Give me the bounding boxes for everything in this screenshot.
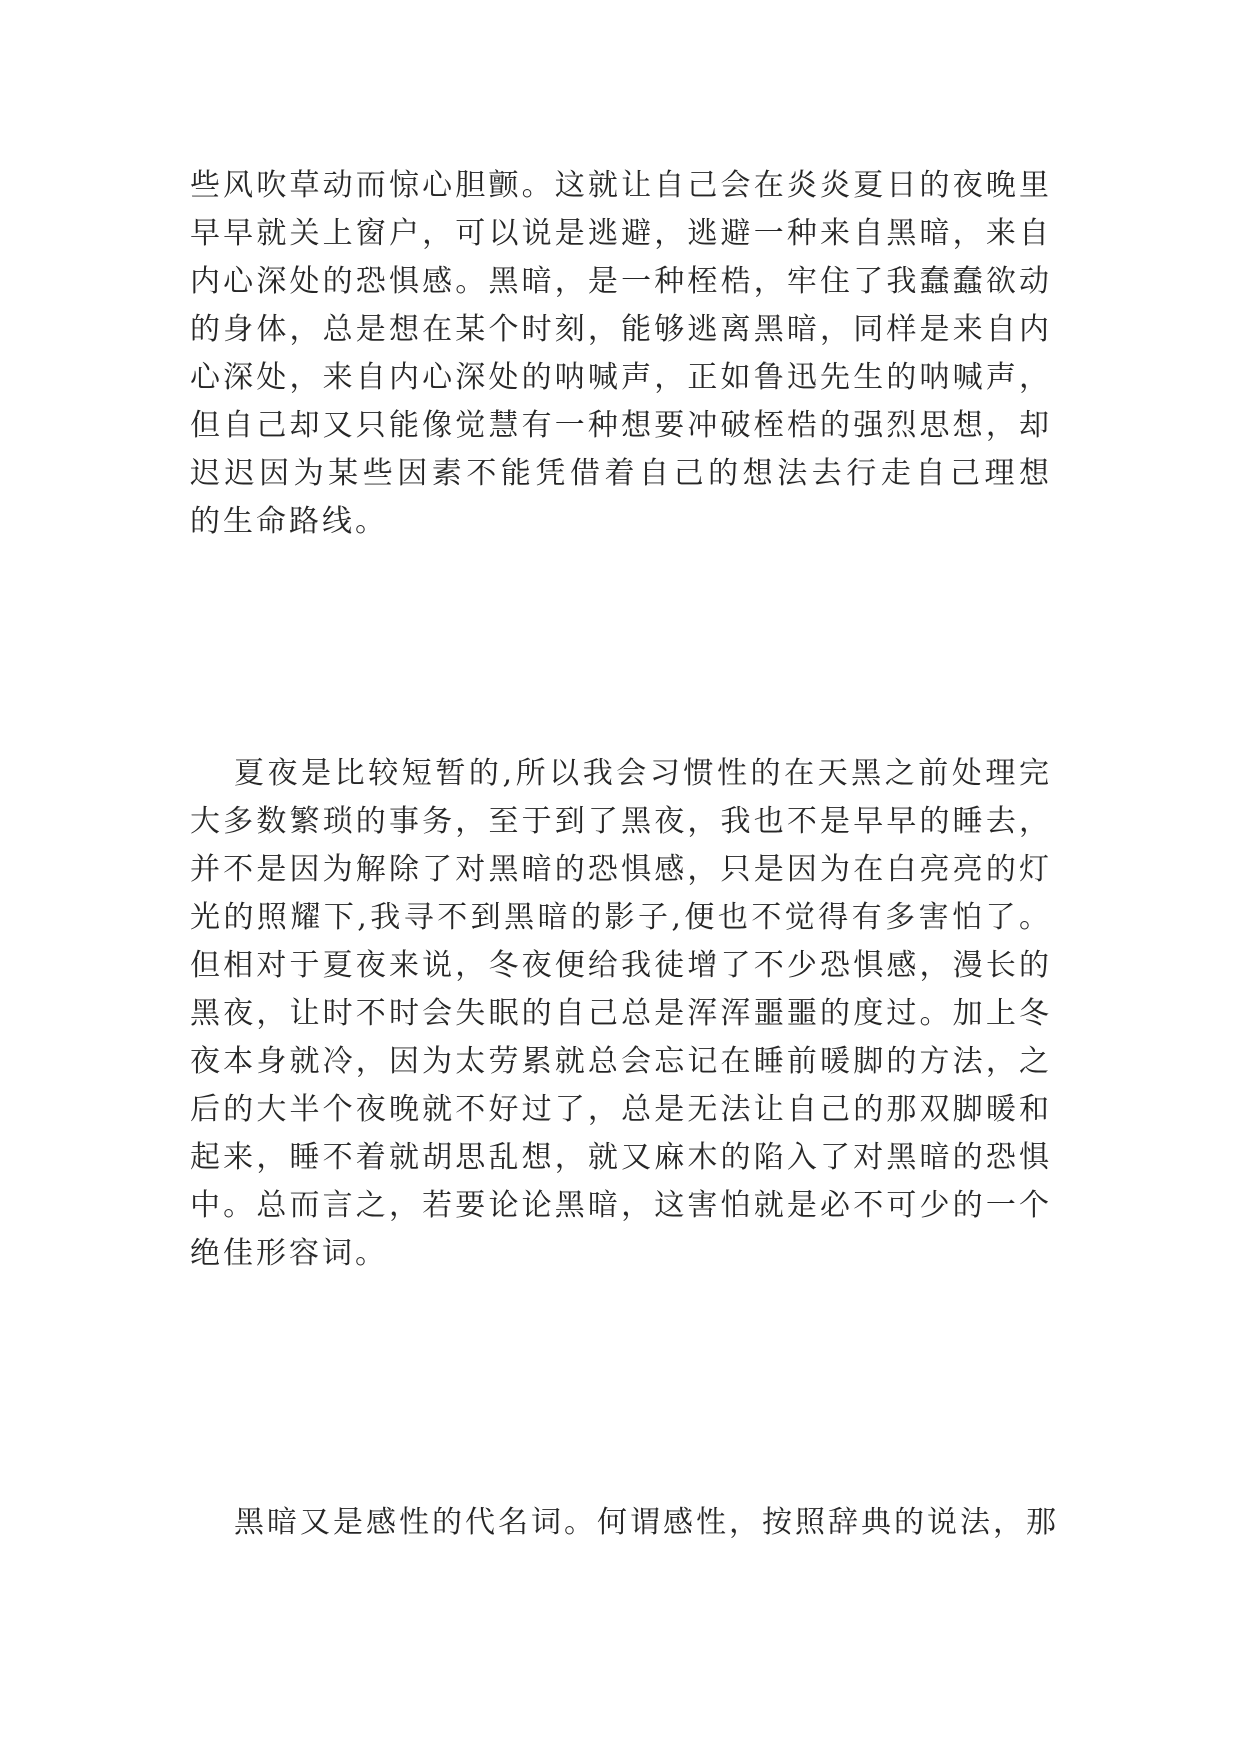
text-line: 心深处，来自内心深处的呐喊声，正如鲁迅先生的呐喊声，	[190, 360, 1052, 395]
text-line: 并不是因为解除了对黑暗的恐惧感，只是因为在白亮亮的灯	[190, 852, 1052, 887]
text-line: 的生命路线。	[190, 504, 388, 539]
paragraph-3	[190, 1499, 1059, 1547]
text-line: 夏夜是比较短暂的,所以我会习惯性的在天黑之前处理完	[234, 756, 1052, 791]
text-line: 起来，睡不着就胡思乱想，就又麻木的陷入了对黑暗的恐惧	[190, 1140, 1052, 1175]
text-line: 但自己却又只能像觉慧有一种想要冲破桎梏的强烈思想，却	[190, 408, 1052, 443]
text-line: 些风吹草动而惊心胆颤。这就让自己会在炎炎夏日的夜晚里	[190, 168, 1052, 203]
text-line: 早早就关上窗户，可以说是逃避，逃避一种来自黑暗，来自	[190, 216, 1052, 251]
paragraph-1	[190, 162, 1052, 546]
text-line: 光的照耀下,我寻不到黑暗的影子,便也不觉得有多害怕了。	[190, 900, 1052, 935]
text-line: 迟迟因为某些因素不能凭借着自己的想法去行走自己理想	[190, 456, 1052, 491]
text-line: 绝佳形容词。	[190, 1236, 388, 1271]
paragraph-2	[190, 750, 1052, 1278]
text-line: 中。总而言之，若要论论黑暗，这害怕就是必不可少的一个	[190, 1188, 1052, 1223]
text-line: 但相对于夏夜来说，冬夜便给我徒增了不少恐惧感，漫长的	[190, 948, 1052, 983]
text-line: 黑夜，让时不时会失眠的自己总是浑浑噩噩的度过。加上冬	[190, 996, 1052, 1031]
text-line: 夜本身就冷，因为太劳累就总会忘记在睡前暖脚的方法，之	[190, 1044, 1052, 1079]
text-line: 大多数繁琐的事务，至于到了黑夜，我也不是早早的睡去，	[190, 804, 1052, 839]
text-line: 内心深处的恐惧感。黑暗，是一种桎梏，牢住了我蠢蠢欲动	[190, 264, 1052, 299]
text-line: 的身体，总是想在某个时刻，能够逃离黑暗，同样是来自内	[190, 312, 1052, 347]
text-line: 后的大半个夜晚就不好过了，总是无法让自己的那双脚暖和	[190, 1092, 1052, 1127]
text-line: 黑暗又是感性的代名词。何谓感性，按照辞典的说法，那	[234, 1505, 1059, 1540]
